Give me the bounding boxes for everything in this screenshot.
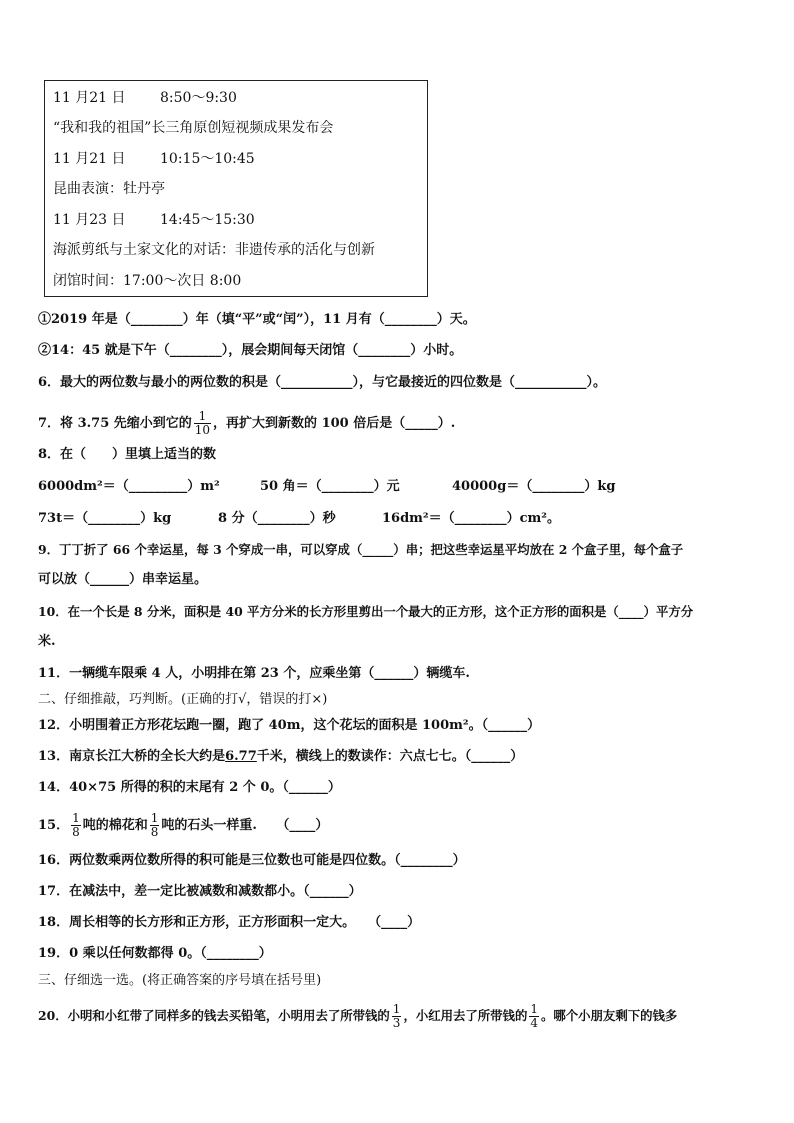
schedule-row — [53, 210, 255, 230]
question-10-line-2: 米. — [38, 634, 56, 649]
question-text: ，再扩大到新数的 100 倍后是（_____）. — [213, 416, 456, 431]
question-2: ②14：45 就是下午（________），展会期间每天闭馆（________）小时。 — [38, 343, 463, 358]
question-15 — [38, 812, 328, 839]
question-text: 吨的棉花和 — [82, 818, 148, 833]
schedule-row — [53, 88, 237, 108]
fill-blank: 50 角＝（________）元 — [260, 479, 400, 494]
question-11: 11．一辆缆车限乘 4 人，小明排在第 23 个，应乘坐第（______）辆缆车. — [38, 666, 470, 681]
question-9-line-1: 9．丁丁折了 66 个幸运星，每 3 个穿成一串，可以穿成（_____）串；把这些幸运星平均放在 2 个盒子里，每个盒子 — [38, 542, 684, 557]
question-18: 18．周长相等的长方形和正方形，正方形面积一定大。 （____） — [38, 915, 421, 930]
question-text: 7．将 3.75 先缩小到它的 — [38, 416, 192, 431]
fill-blank: 16dm²＝（________）cm²。 — [382, 511, 560, 526]
question-text: 15． — [38, 818, 70, 833]
question-10-line-1: 10．在一个长是 8 分米，面积是 40 平方分米的长方形里剪出一个最大的正方形，这个正方形的面积是（____）平方分 — [38, 604, 694, 619]
schedule-box — [44, 80, 428, 297]
question-1: ①2019 年是（________）年（填“平”或“闰”），11 月有（________）天。 — [38, 312, 476, 327]
fraction — [194, 410, 211, 437]
fraction-numerator: 1 — [392, 1002, 401, 1016]
fraction — [392, 1003, 402, 1030]
underlined-number: 6.77 — [225, 749, 257, 764]
schedule-time: 14:45～15:30 — [160, 212, 255, 228]
question-14: 14．40×75 所得的积的末尾有 2 个 0。（______） — [38, 780, 341, 795]
question-13 — [38, 747, 523, 767]
question-text: 13．南京长江大桥的全长大约是 — [38, 749, 226, 764]
fraction — [71, 812, 81, 839]
schedule-date: 11 月21 日 — [53, 151, 126, 167]
question-text: 20．小明和小红带了同样多的钱去买铅笔，小明用去了所带钱的 — [38, 1008, 390, 1023]
schedule-time: 10:15～10:45 — [160, 151, 255, 167]
question-12: 12．小明围着正方形花坛跑一圈，跑了 40m，这个花坛的面积是 100m²。（______） — [38, 718, 541, 733]
schedule-event: 昆曲表演：牡丹亭 — [53, 181, 165, 197]
fraction-numerator: 1 — [150, 811, 159, 825]
question-text: ，小红用去了所带钱的 — [403, 1008, 528, 1023]
question-8-row-2 — [38, 509, 758, 529]
question-19: 19．0 乘以任何数都得 0。（________） — [38, 946, 272, 961]
question-6: 6．最大的两位数与最小的两位数的积是（___________），与它最接近的四位数是（___________）。 — [38, 375, 607, 390]
fill-blank: 6000dm²＝（_________）m² — [38, 479, 220, 494]
question-text: 吨的石头一样重. （____） — [161, 818, 329, 833]
question-8-row-1 — [38, 477, 758, 497]
schedule-date: 11 月23 日 — [53, 212, 126, 228]
fraction — [529, 1003, 539, 1030]
schedule-row — [53, 149, 255, 169]
question-7 — [38, 410, 455, 437]
fraction-denominator: 4 — [530, 1016, 538, 1030]
closing-time: 闭馆时间：17:00～次日 8:00 — [53, 273, 242, 289]
fraction-numerator: 1 — [72, 811, 80, 825]
question-9-line-2: 可以放（______）串幸运星。 — [38, 572, 208, 587]
section-3-heading: 三、仔细选一选。(将正确答案的序号填在括号里) — [38, 973, 322, 988]
fraction-numerator: 1 — [194, 410, 211, 424]
fraction-denominator: 10 — [194, 423, 211, 437]
schedule-event: 海派剪纸与土家文化的对话：非遗传承的活化与创新 — [53, 242, 375, 258]
schedule-event: “我和我的祖国”长三角原创短视频成果发布会 — [53, 120, 334, 136]
fill-blank: 8 分（________）秒 — [218, 511, 336, 526]
question-text: 千米，横线上的数读作：六点七七。（______） — [256, 749, 524, 764]
fill-blank: 73t＝（________）kg — [38, 511, 172, 526]
fraction-denominator: 8 — [72, 825, 80, 839]
schedule-time: 8:50～9:30 — [160, 90, 237, 106]
fraction-denominator: 8 — [150, 825, 159, 839]
schedule-date: 11 月21 日 — [53, 90, 126, 106]
question-20 — [38, 1003, 677, 1030]
question-16: 16．两位数乘两位数所得的积可能是三位数也可能是四位数。（________） — [38, 853, 466, 868]
fraction-numerator: 1 — [530, 1002, 538, 1016]
section-2-heading: 二、仔细推敲，巧判断。(正确的打√，错误的打×) — [38, 692, 328, 707]
fraction-denominator: 3 — [392, 1016, 401, 1030]
question-text: 。哪个小朋友剩下的钱多 — [540, 1008, 678, 1023]
question-17: 17．在减法中，差一定比被减数和减数都小。（______） — [38, 884, 362, 899]
fill-blank: 40000g＝（________）kg — [452, 479, 616, 494]
fraction — [150, 812, 160, 839]
question-8: 8．在（ ）里填上适当的数 — [38, 447, 217, 462]
